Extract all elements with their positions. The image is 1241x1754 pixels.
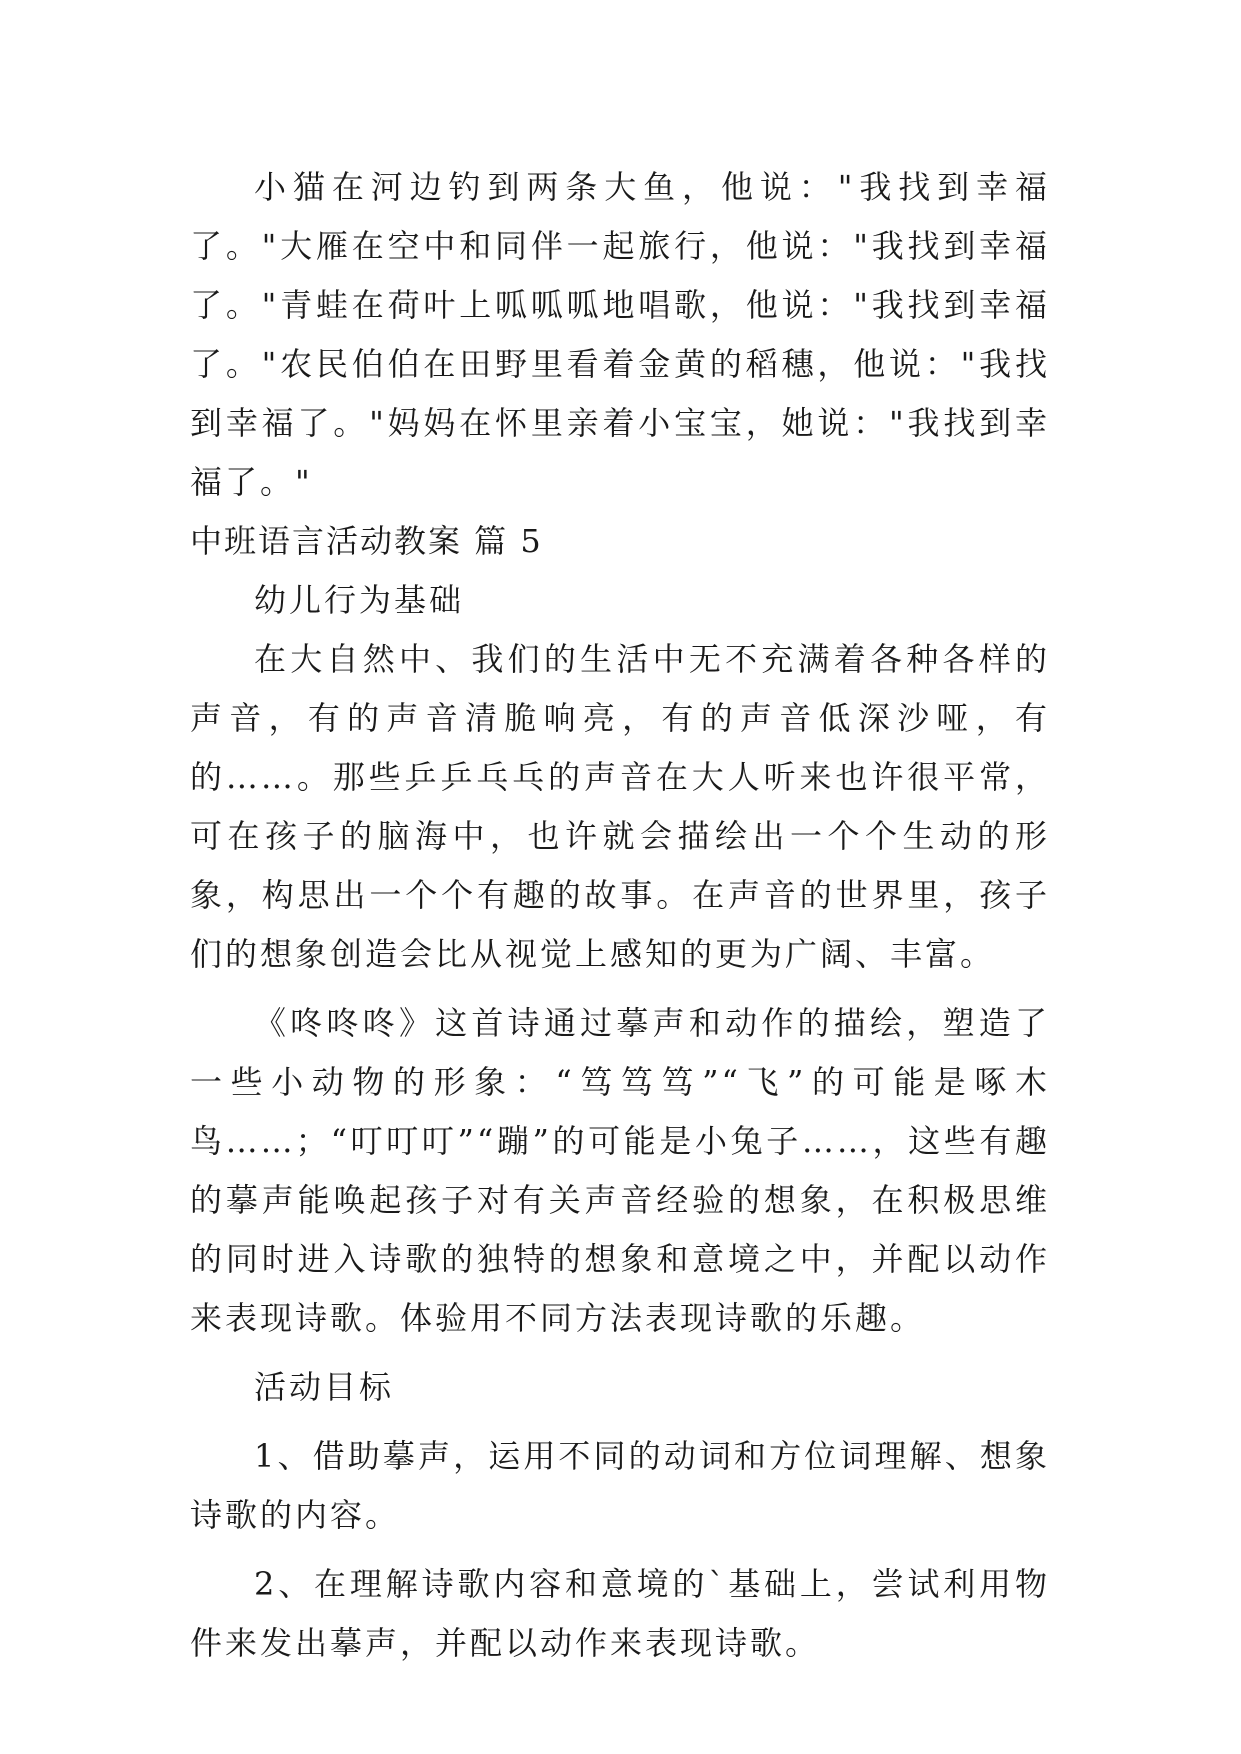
document-body (190, 158, 1050, 1673)
goal-item-2: 2、在理解诗歌内容和意境的`基础上，尝试利用物件来发出摹声，并配以动作来表现诗歌。 (190, 1565, 1050, 1662)
section-heading: 中班语言活动教案 篇 5 (190, 522, 543, 560)
subheading-behavior-basis: 幼儿行为基础 (254, 581, 465, 619)
paragraph-poem-description: 《咚咚咚》这首诗通过摹声和动作的描绘，塑造了一些小动物的形象：“笃笃笃”“飞”的可能是啄木鸟……；“叮叮叮”“蹦”的可能是小兔子……，这些有趣的摹声能唤起孩子对有关声音经验的想象，在积极思维的同时进入诗歌的独特的想象和意境之中，并配以动作来表现诗歌。体验用不同方法表现诗歌的乐趣。 (190, 1004, 1050, 1337)
subheading-activity-goals: 活动目标 (254, 1368, 395, 1406)
paragraph-sounds-nature: 在大自然中、我们的生活中无不充满着各种各样的声音，有的声音清脆响亮，有的声音低深沙哑，有的……。那些乒乒乓乓的声音在大人听来也许很平常，可在孩子的脑海中，也许就会描绘出一个个生动的形象，构思出一个个有趣的故事。在声音的世界里，孩子们的想象创造会比从视觉上感知的更为广阔、丰富。 (190, 640, 1050, 973)
goal-item-1: 1、借助摹声，运用不同的动词和方位词理解、想象诗歌的内容。 (190, 1437, 1050, 1534)
paragraph-happiness-story: 小猫在河边钓到两条大鱼，他说："我找到幸福了。"大雁在空中和同伴一起旅行，他说："我找到幸福了。"青蛙在荷叶上呱呱呱地唱歌，他说："我找到幸福了。"农民伯伯在田野里看着金黄的稻穗，他说："我找到幸福了。"妈妈在怀里亲着小宝宝，她说："我找到幸福了。" (190, 168, 1050, 501)
